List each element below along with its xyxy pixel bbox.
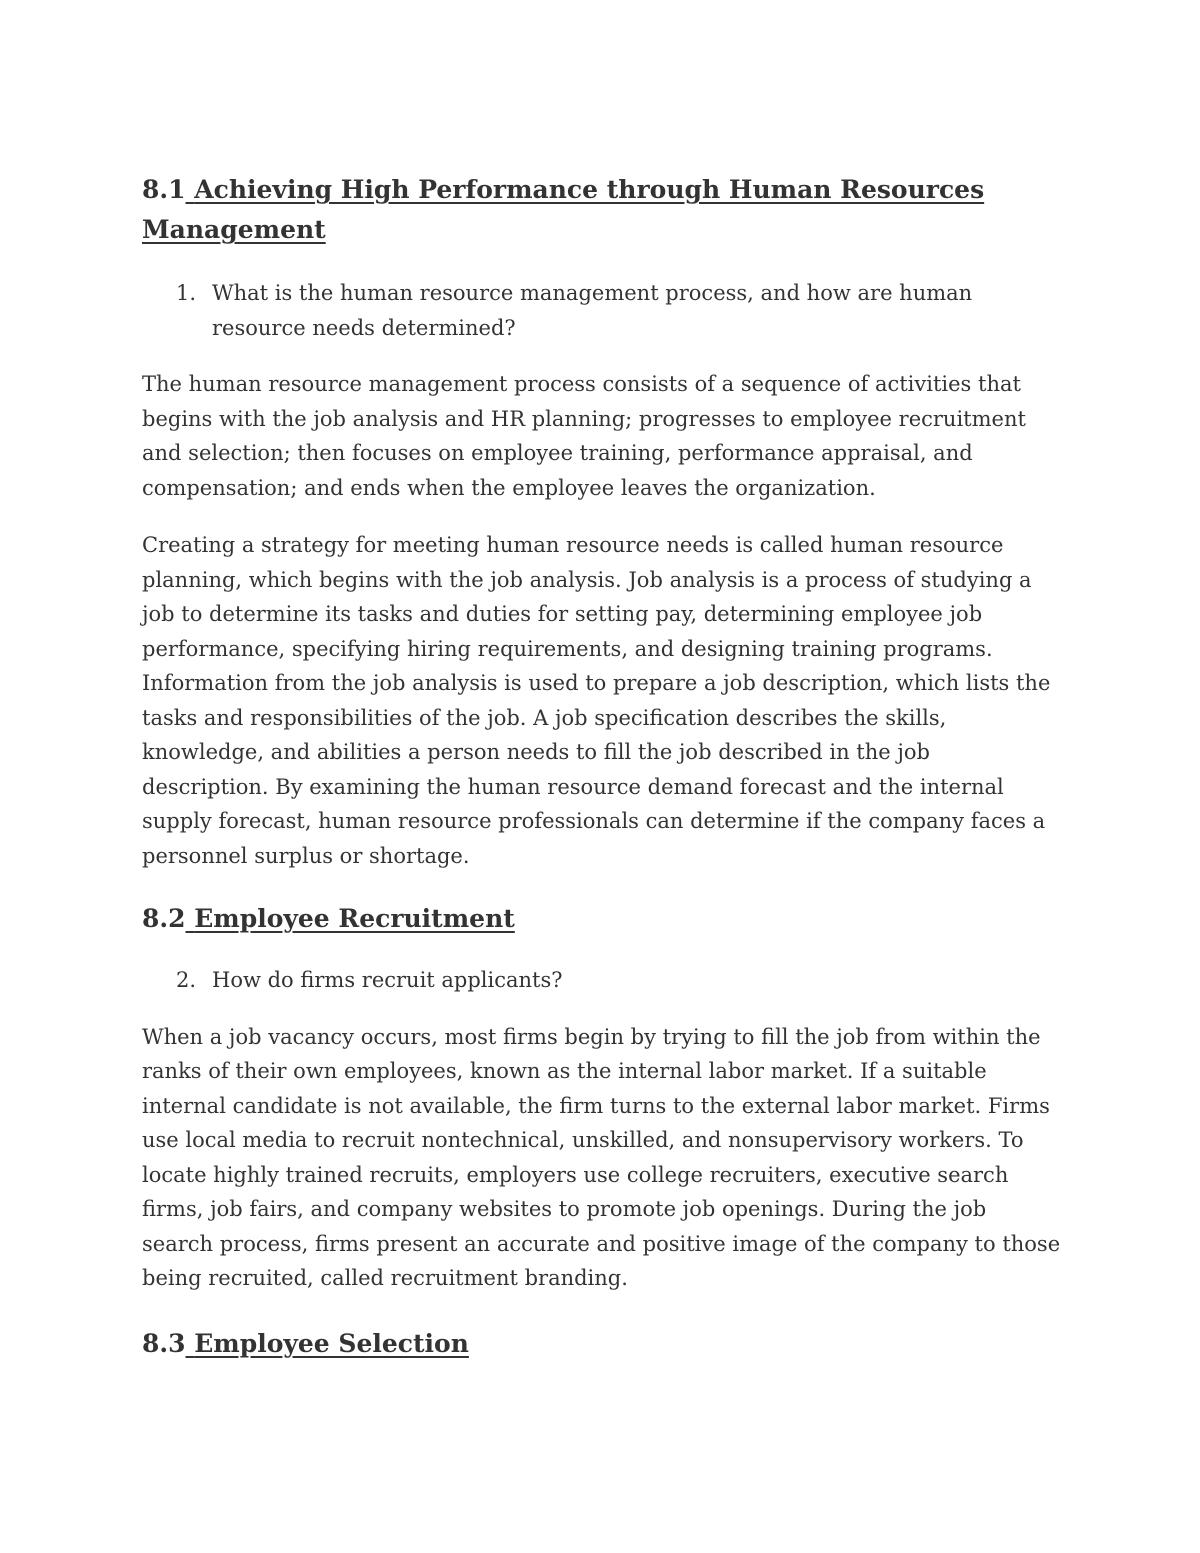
paragraph: Creating a strategy for meeting human resource needs is called human resource planning, which begins with the job analysis. Job analysis is a process of studying a job to determine its tasks and duties for setting pay, determining employee job performance, specifying hiring requirements, and designing training programs. Information from the job analysis is used to prepare a job description, which lists the tasks and responsibilities of the job. A job specification describes the skills, knowledge, and abilities a person needs to fill the job described in the job description. By examining the human resource demand forecast and the internal supply forecast, human resource professionals can determine if the company faces a personnel surplus or shortage. xyxy=(142,533,1051,868)
section-title: Employee Recruitment xyxy=(194,904,515,933)
question-text: What is the human resource management process, and how are human resource needs determined? xyxy=(212,281,973,340)
document-page xyxy=(142,170,1062,1364)
question-text: How do firms recruit applicants? xyxy=(212,968,563,992)
question-1 xyxy=(142,276,1062,345)
section-heading-8-2 xyxy=(142,899,1062,939)
question-number: 1. xyxy=(176,281,197,305)
section-heading-8-1 xyxy=(142,170,1062,250)
question-number: 2. xyxy=(176,968,197,992)
paragraph: When a job vacancy occurs, most firms begin by trying to fill the job from within the ranks of their own employees, known as the internal labor market. If a suitable internal candidate is not available, the firm turns to the external labor market. Firms use local media to recruit nontechnical, unskilled, and nonsupervisory workers. To locate highly trained recruits, employers use college recruiters, executive search firms, job fairs, and company websites to promote job openings. During the job search process, firms present an accurate and positive image of the company to those being recruited, called recruitment branding. xyxy=(142,1024,1061,1290)
paragraph: The human resource management process consists of a sequence of activities that begins with the job analysis and HR planning; progresses to employee recruitment and selection; then focuses on employee training, performance appraisal, and compensation; and ends when the employee leaves the organization. xyxy=(142,372,1026,500)
section-number: 8.3 xyxy=(142,1328,186,1358)
section-title: Achieving High Performance through Human Resources Management xyxy=(142,175,985,244)
section-number: 8.2 xyxy=(142,904,186,933)
question-2 xyxy=(142,963,1062,998)
section-heading-8-3 xyxy=(142,1324,1062,1364)
section-number: 8.1 xyxy=(142,175,186,204)
section-title: Employee Selection xyxy=(194,1328,469,1358)
